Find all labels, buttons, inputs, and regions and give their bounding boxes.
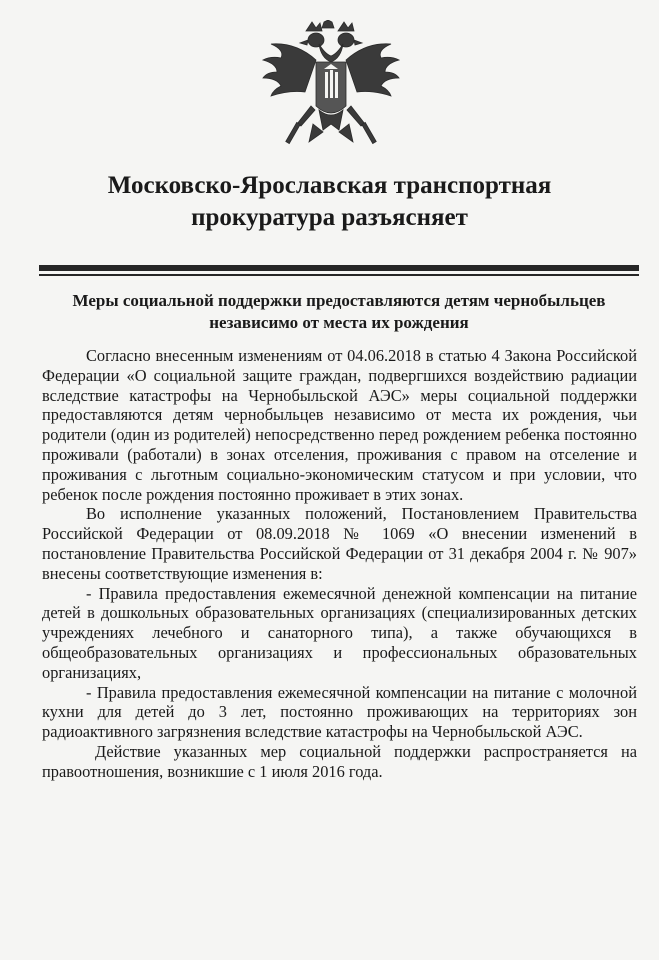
paragraph-1: Согласно внесенным изменениям от 04.06.2018 в статью 4 Закона Российской Федерации «О социальной защите граждан, подвергшихся воздействию радиации вследствие катастрофы на Чернобыльской АЭС» меры социальной поддержки предоставляются детям чернобыльцев независимо от места их рождения, чьи родители (один из родителей) непосредственно перед рождением ребенка постоянно проживали (работали) в зонах отселения, проживания с правом на отселение и проживания с льготным социально-экономическим статусом и при условии, что ребенок после рождения постоянно проживает в этих зонах. bbox=[42, 346, 637, 504]
header-title-line-1: Московско-Ярославская транспортная bbox=[107, 172, 552, 199]
paragraph-5: Действие указанных мер социальной поддержки распространяется на правоотношения, возникшие с 1 июля 2016 года. bbox=[42, 741, 637, 781]
divider-thick bbox=[39, 265, 639, 271]
header-title-line-2: прокуратура разъясняет bbox=[191, 204, 468, 231]
header-title bbox=[0, 170, 659, 234]
paragraph-2: Во исполнение указанных положений, Постановлением Правительства Российской Федерации от 08.09.2018 № 1069 «О внесении изменений в постановление Правительства Российской Федерации от 31 декабря 2004 г. № 907» внесены соответствующие изменения в: bbox=[42, 504, 637, 583]
paragraph-4: - Правила предоставления ежемесячной компенсации на питание с молочной кухни для детей до 3 лет, постоянно проживающих на территориях зон радиоактивного загрязнения вследствие катастрофы на Чернобыльской АЭС. bbox=[42, 682, 637, 742]
article-title-line-1: Меры социальной поддержки предоставляются детям чернобыльцев bbox=[72, 291, 606, 310]
double-headed-eagle-emblem-icon bbox=[261, 20, 401, 160]
article-title bbox=[39, 290, 639, 334]
article-body bbox=[42, 346, 637, 782]
article-title-line-2: независимо от места их рождения bbox=[209, 313, 469, 332]
divider-thin bbox=[39, 274, 639, 276]
paragraph-3: - Правила предоставления ежемесячной денежной компенсации на питание детей в дошкольных образовательных организациях (специализированных детских учреждениях лечебного и санаторного типа), а также обучающихся в общеобразовательных организациях и профессиональных образовательных организациях, bbox=[42, 583, 637, 682]
